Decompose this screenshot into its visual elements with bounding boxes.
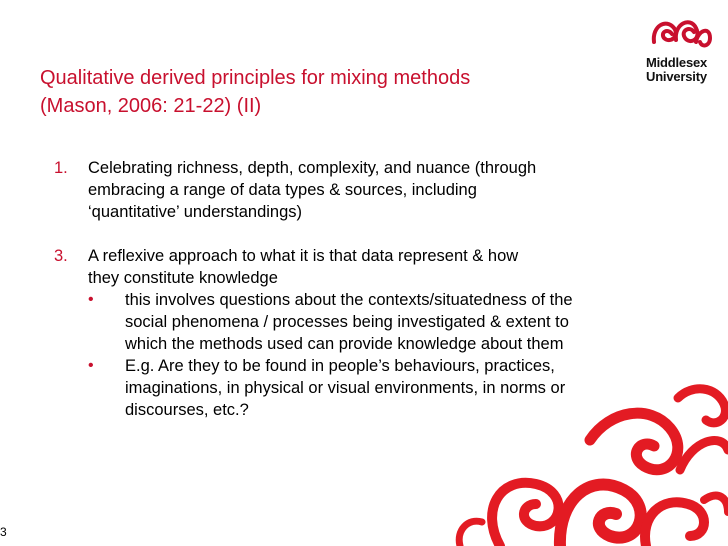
bullet-line: E.g. Are they to be found in people’s behaviours, practices, (125, 357, 555, 375)
logo-line-2: University (646, 69, 707, 84)
spacer (52, 223, 652, 245)
page-number: 3 (0, 525, 7, 539)
bullet-item-1 (88, 289, 652, 355)
slide-title (40, 64, 600, 120)
bullet-line: this involves questions about the contexts/situatedness of the (125, 291, 573, 309)
item-text (88, 245, 652, 289)
bullet-line: which the methods used can provide knowledge about them (125, 335, 564, 353)
item-number: 3. (54, 247, 68, 265)
middlesex-logo-icon (648, 12, 714, 54)
title-line-1: Qualitative derived principles for mixing methods (40, 67, 471, 89)
bullet-icon: • (88, 291, 94, 308)
item-line: A reflexive approach to what it is that data represent & how (88, 247, 519, 265)
title-line-2: (Mason, 2006: 21-22) (II) (40, 95, 262, 117)
bullet-line: discourses, etc.? (125, 401, 249, 419)
item-text (88, 157, 652, 223)
item-number: 1. (54, 159, 68, 177)
numbered-item-1 (52, 157, 652, 223)
logo-line-1: Middlesex (646, 55, 708, 70)
logo-text (646, 56, 722, 84)
item-line: Celebrating richness, depth, complexity, and nuance (through (88, 159, 537, 177)
bullet-text (125, 289, 652, 355)
item-line: they constitute knowledge (88, 269, 278, 287)
bullet-icon: • (88, 357, 94, 374)
item-line: embracing a range of data types & sources, including (88, 181, 477, 199)
item-line: ‘quantitative’ understandings) (88, 203, 303, 221)
bullet-line: imaginations, in physical or visual environments, in norms or (125, 379, 566, 397)
decorative-swirl-icon (440, 380, 728, 546)
bullet-line: social phenomena / processes being investigated & extent to (125, 313, 569, 331)
